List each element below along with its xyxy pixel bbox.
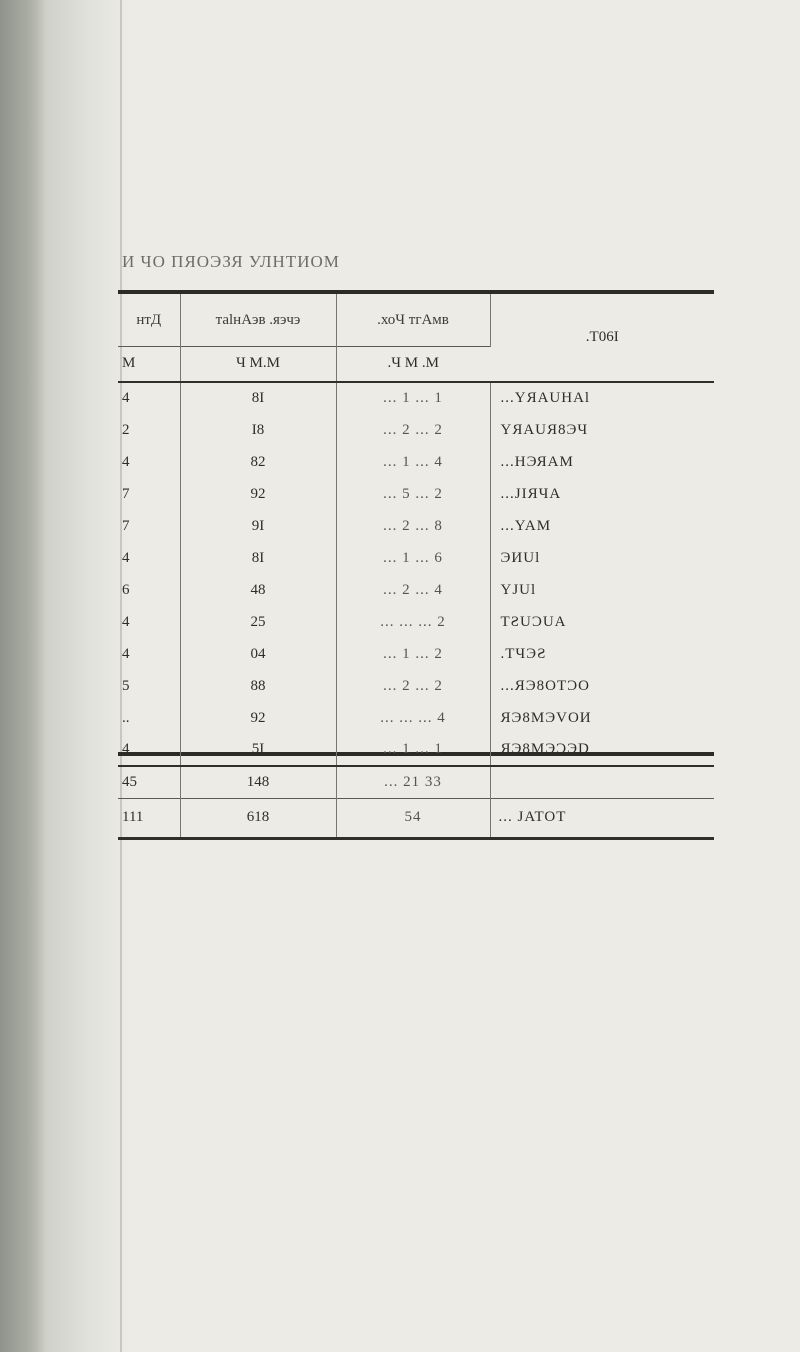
total-dots: 54: [336, 798, 490, 838]
table-row: [118, 638, 714, 670]
subheader-group1: Ч М.М: [180, 346, 336, 382]
table-row: [118, 382, 714, 414]
table-header-row: [118, 294, 714, 346]
row-dots: ... ... ... 2: [336, 606, 490, 638]
row-name: ...YAM: [500, 517, 552, 534]
row-index: 7: [118, 478, 180, 510]
total-row: [118, 798, 714, 838]
monthly-table: [118, 290, 714, 825]
row-name: ...JIЯЧA: [500, 485, 562, 502]
row-dots: ... 2 ... 2: [336, 670, 490, 702]
row-dots: ... 2 ... 8: [336, 510, 490, 542]
row-value-a: 92: [180, 478, 336, 510]
row-value-a: 48: [180, 574, 336, 606]
header-left-fragment: нтД: [118, 294, 180, 346]
row-index: 5: [118, 670, 180, 702]
row-index: 7: [118, 510, 180, 542]
total-label: ... JATOT: [490, 798, 714, 838]
page-heading: И ЧО ПЯОЭЗЯ УЛНТИОМ: [122, 252, 340, 271]
subtotal-value-a: 148: [180, 766, 336, 798]
row-index: 4: [118, 734, 180, 766]
row-name: YJUl: [500, 581, 537, 598]
row-index: 4: [118, 446, 180, 478]
table-row: [118, 574, 714, 606]
row-value-a: 88: [180, 670, 336, 702]
table-row: [118, 702, 714, 734]
row-dots: ... 1 ... 1: [336, 734, 490, 766]
table-row: [118, 510, 714, 542]
row-name: .TЧЭƧ: [500, 645, 547, 662]
row-value-a: 8I: [180, 542, 336, 574]
row-index: ..: [118, 702, 180, 734]
row-value-a: 25: [180, 606, 336, 638]
header-group1: таlнАэв .яэчэ: [180, 294, 336, 346]
row-dots: ... 1 ... 4: [336, 446, 490, 478]
subtotal-name: [490, 766, 714, 798]
row-name: ...YЯAUHAl: [490, 382, 714, 414]
row-index: 2: [118, 414, 180, 446]
subheader-m: M: [118, 346, 180, 382]
row-name: ЯЭ8MЭVOИ: [500, 709, 592, 726]
page-spine: [0, 0, 46, 1352]
row-dots: ... 5 ... 2: [336, 478, 490, 510]
data-table: [118, 294, 714, 840]
year-header: .Т06I: [585, 329, 619, 345]
row-index: 6: [118, 574, 180, 606]
row-index: 4: [118, 638, 180, 670]
total-index: 111: [118, 798, 180, 838]
row-name: ЭИUl: [500, 549, 541, 566]
table-row: [118, 478, 714, 510]
row-dots: ... ... ... 4: [336, 702, 490, 734]
row-index: 4: [118, 542, 180, 574]
row-dots: ... 1 ... 6: [336, 542, 490, 574]
row-value-a: 5I: [180, 734, 336, 766]
row-value-a: I8: [180, 414, 336, 446]
row-dots: ... 1 ... 2: [336, 638, 490, 670]
row-value-a: 9I: [180, 510, 336, 542]
subheader-group2: .Ч М .М: [336, 346, 490, 382]
table-row: [118, 606, 714, 638]
row-value-a: 8I: [180, 382, 336, 414]
table-row: [118, 414, 714, 446]
row-value-a: 04: [180, 638, 336, 670]
table-row: [118, 670, 714, 702]
row-dots: ... 1 ... 1: [336, 382, 490, 414]
header-group2: .хоЧ тгАмв: [336, 294, 490, 346]
table-row: [118, 542, 714, 574]
row-dots: ... 2 ... 2: [336, 414, 490, 446]
row-name: ...НЭЯAM: [500, 453, 574, 470]
total-value: 618: [180, 798, 336, 838]
row-name: ЯЭ8MЭƆЭD: [500, 741, 590, 757]
table-row: [118, 734, 714, 766]
row-dots: ... 2 ... 4: [336, 574, 490, 606]
row-value-a: 82: [180, 446, 336, 478]
subtotal-index: 45: [118, 766, 180, 798]
row-index: 4: [118, 606, 180, 638]
row-value-a: 92: [180, 702, 336, 734]
subtotal-dots: ... 21 33: [336, 766, 490, 798]
table-row: [118, 446, 714, 478]
row-name: ...ЯЭ8OTƆO: [500, 677, 590, 694]
row-name: TƧUƆUA: [500, 613, 567, 630]
subtotal-row: [118, 766, 714, 798]
row-index: 4: [118, 382, 180, 414]
row-name: YЯAUЯ8ЭЧ: [500, 421, 589, 438]
